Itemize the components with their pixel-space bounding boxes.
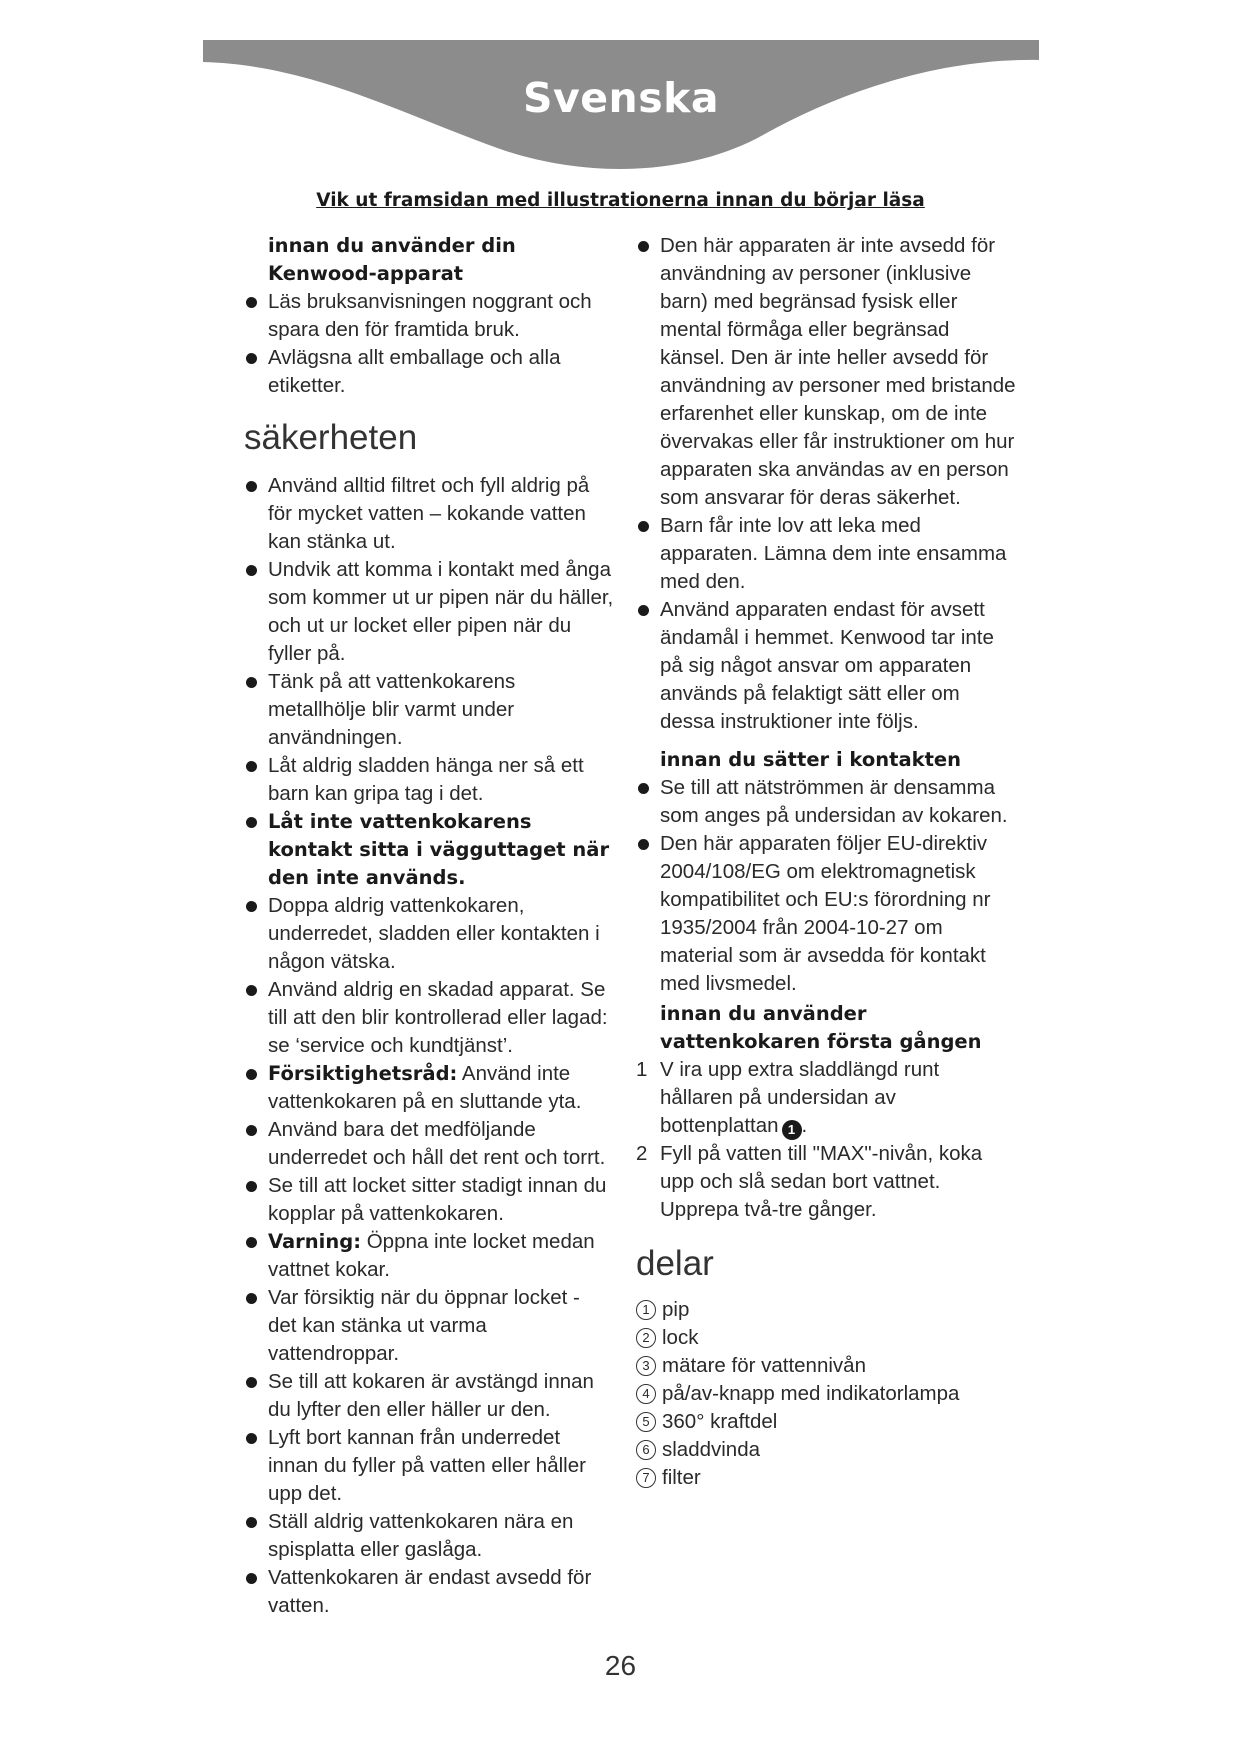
before-plug-list bbox=[636, 774, 1016, 998]
safety-list bbox=[244, 472, 614, 1620]
part-label: filter bbox=[662, 1466, 701, 1489]
header-banner bbox=[203, 40, 1039, 176]
list-item: Avlägsna allt emballage och alla etiketter. bbox=[244, 344, 614, 400]
list-item: Doppa aldrig vattenkokaren, underredet, sladden eller kontakten i någon vätska. bbox=[244, 892, 614, 976]
warning-text: Öppna inte locket medan vattnet kokar. bbox=[268, 1230, 595, 1281]
first-use-steps bbox=[636, 1056, 1016, 1224]
figure-ref-icon: 1 bbox=[782, 1120, 802, 1140]
part-label: 360° kraftdel bbox=[662, 1410, 778, 1433]
circled-number-icon: 6 bbox=[636, 1440, 656, 1460]
before-use-list bbox=[244, 288, 614, 400]
part-item bbox=[636, 1352, 1016, 1380]
list-item: Läs bruksanvisningen noggrant och spara den för framtida bruk. bbox=[244, 288, 614, 344]
parts-heading: delar bbox=[636, 1244, 714, 1283]
circled-number-icon: 3 bbox=[636, 1356, 656, 1376]
list-item: Se till att locket sitter stadigt innan du kopplar på vattenkokaren. bbox=[244, 1172, 614, 1228]
circled-number-icon: 2 bbox=[636, 1328, 656, 1348]
caution-text: Använd inte vattenkokaren på en sluttande yta. bbox=[268, 1062, 582, 1113]
part-label: pip bbox=[662, 1298, 690, 1321]
list-item: Använd aldrig en skadad apparat. Se till att den blir kontrollerad eller lagad: se ‘service och kundtjänst’. bbox=[244, 976, 614, 1060]
circled-number-icon: 1 bbox=[636, 1300, 656, 1320]
part-label: sladdvinda bbox=[662, 1438, 761, 1461]
list-item: Barn får inte lov att leka med apparaten. Lämna dem inte ensamma med den. bbox=[636, 512, 1016, 596]
safety-list-continued bbox=[636, 232, 1016, 736]
caution-label: Försiktighetsråd: bbox=[268, 1062, 458, 1085]
list-item: Låt aldrig sladden hänga ner så ett barn kan gripa tag i det. bbox=[244, 752, 614, 808]
part-item bbox=[636, 1296, 1016, 1324]
list-item: Använd apparaten endast för avsett ändamål i hemmet. Kenwood tar inte på sig något ansvar om apparaten används på felaktigt sätt eller om dessa instruktioner inte följs. bbox=[636, 596, 1016, 736]
step-text: V ira upp extra sladdlängd runt hållaren på undersidan av bottenplattan bbox=[660, 1058, 940, 1137]
list-item: Låt inte vattenkokarens kontakt sitta i vägguttaget när den inte används. bbox=[244, 808, 614, 892]
list-item: Se till att kokaren är avstängd innan du lyfter den eller häller ur den. bbox=[244, 1368, 614, 1424]
list-item: Se till att nätströmmen är densamma som anges på undersidan av kokaren. bbox=[636, 774, 1016, 830]
list-item: Ställ aldrig vattenkokaren nära en spisplatta eller gaslåga. bbox=[244, 1508, 614, 1564]
before-plug-heading: innan du sätter i kontakten bbox=[660, 748, 962, 771]
intro-instruction: Vik ut framsidan med illustrationerna innan du börjar läsa bbox=[316, 190, 925, 211]
list-item bbox=[244, 1228, 614, 1284]
list-item: Var försiktig när du öppnar locket - det kan stänka ut varma vattendroppar. bbox=[244, 1284, 614, 1368]
step-number: 2 bbox=[636, 1142, 648, 1165]
step-item bbox=[636, 1140, 1016, 1224]
part-item bbox=[636, 1324, 1016, 1352]
list-item: Den här apparaten följer EU-direktiv 2004/108/EG om elektromagnetisk kompatibilitet och EU:s förordning nr 1935/2004 från 2004-10-27 om material som är avsedda för kontakt med livsmedel. bbox=[636, 830, 1016, 998]
step-text: Fyll på vatten till "MAX"-nivån, koka upp och slå sedan bort vattnet. Upprepa två-tre gånger. bbox=[660, 1142, 983, 1221]
step-item: 1 V ira upp extra sladdlängd runt hållaren på undersidan av bottenplattan 1 . bbox=[636, 1056, 1016, 1140]
before-use-heading: innan du använder din Kenwood-apparat bbox=[268, 234, 516, 285]
safety-heading: säkerheten bbox=[244, 418, 418, 457]
list-item bbox=[244, 1060, 614, 1116]
circled-number-icon: 5 bbox=[636, 1412, 656, 1432]
part-label: lock bbox=[662, 1326, 699, 1349]
part-item bbox=[636, 1408, 1016, 1436]
list-item: Undvik att komma i kontakt med ånga som kommer ut ur pipen när du häller, och ut ur locket eller pipen när du fyller på. bbox=[244, 556, 614, 668]
circled-number-icon: 7 bbox=[636, 1468, 656, 1488]
right-column bbox=[636, 232, 1016, 1492]
part-item bbox=[636, 1436, 1016, 1464]
list-item: Tänk på att vattenkokarens metallhölje blir varmt under användningen. bbox=[244, 668, 614, 752]
list-item: Lyft bort kannan från underredet innan du fyller på vatten eller håller upp det. bbox=[244, 1424, 614, 1508]
parts-list bbox=[636, 1296, 1016, 1492]
part-label: på/av-knapp med indikatorlampa bbox=[662, 1382, 960, 1405]
step-number: 1 bbox=[636, 1058, 648, 1081]
first-use-heading: innan du använder vattenkokaren första gången bbox=[660, 1002, 982, 1053]
list-item: Använd bara det medföljande underredet och håll det rent och torrt. bbox=[244, 1116, 614, 1172]
list-item: Vattenkokaren är endast avsedd för vatten. bbox=[244, 1564, 614, 1620]
part-label: mätare för vattennivån bbox=[662, 1354, 866, 1377]
list-item: Använd alltid filtret och fyll aldrig på för mycket vatten – kokande vatten kan stänka ut. bbox=[244, 472, 614, 556]
warning-label: Varning: bbox=[268, 1230, 362, 1253]
list-item: Den här apparaten är inte avsedd för användning av personer (inklusive barn) med begränsad fysisk eller mental förmåga eller begränsad känsel. Den är inte heller avsedd för användning av personer med bristande erfarenhet eller kunskap, om de inte övervakas eller får instruktioner om hur apparaten ska användas av en person som ansvarar för deras säkerhet. bbox=[636, 232, 1016, 512]
page-number: 26 bbox=[604, 1650, 637, 1681]
page-title: Svenska bbox=[522, 74, 720, 122]
part-item bbox=[636, 1380, 1016, 1408]
part-item bbox=[636, 1464, 1016, 1492]
circled-number-icon: 4 bbox=[636, 1384, 656, 1404]
left-column bbox=[244, 232, 614, 1620]
